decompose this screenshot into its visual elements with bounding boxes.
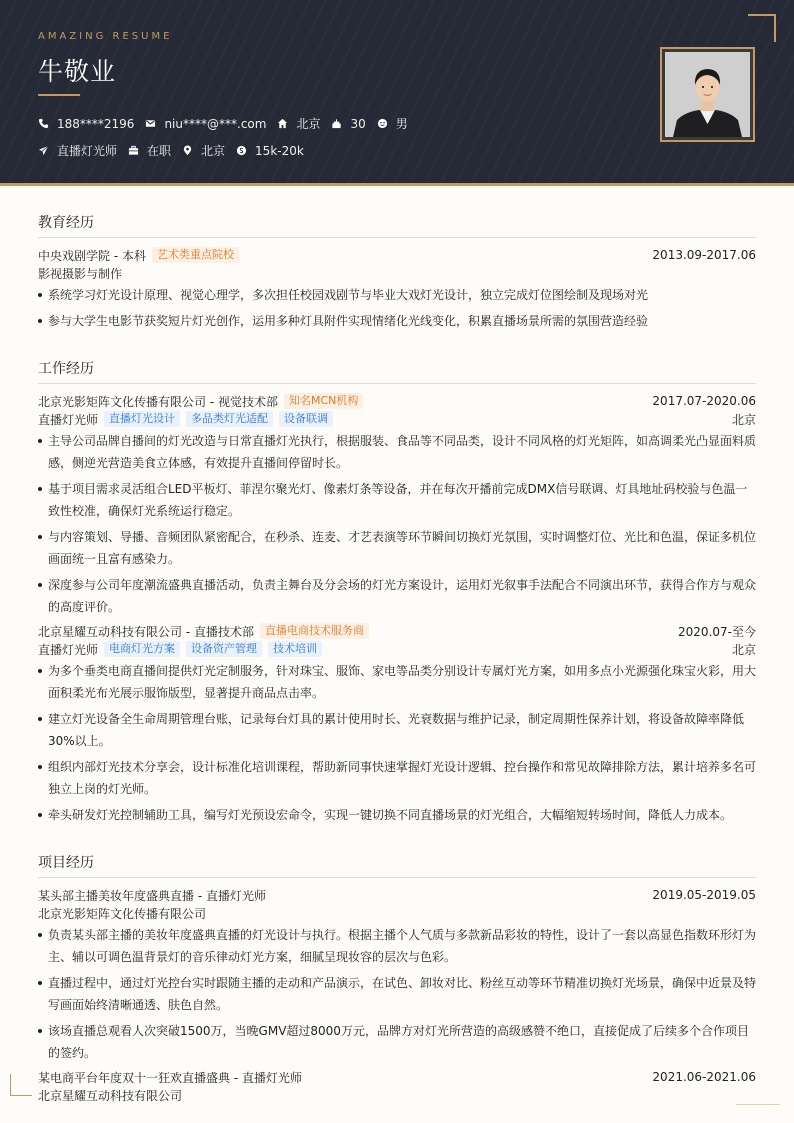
project-date: 2019.05-2019.05 <box>652 888 756 902</box>
project-org-row <box>38 1086 756 1104</box>
list-item: 牵头研发灯光控制辅助工具，编写灯光预设宏命令，实现一键切换不同直播场景的灯光组合，大幅缩短转场时间，降低人力成本。 <box>38 804 756 826</box>
list-item: 主导公司品牌自播间的灯光改造与日常直播灯光执行，根据服装、食品等不同品类，设计不同风格的灯光矩阵，如高调柔光凸显面料质感，侧逆光营造美食立体感，有效提升直播间停留时长。 <box>38 430 756 474</box>
job-bullets <box>38 660 756 826</box>
section-title-education: 教育经历 <box>38 212 756 238</box>
intent-position <box>38 142 117 159</box>
project-name: 某电商平台年度双十一狂欢直播盛典 - 直播灯光师 <box>38 1070 302 1085</box>
project-bullets <box>38 924 756 1064</box>
school-name: 中央戏剧学院 - 本科 <box>38 248 146 263</box>
intent-salary <box>236 144 304 158</box>
project-entry-head <box>38 1068 756 1086</box>
list-item: 与内容策划、导播、音频团队紧密配合，在秒杀、连麦、才艺表演等环节瞬间切换灯光氛围，实时调整灯位、光比和色温，保证多机位画面统一且富有感染力。 <box>38 526 756 570</box>
job-date: 2020.07-至今 <box>678 624 756 639</box>
resume-tagline: AMAZING RESUME <box>38 31 173 42</box>
contact-row <box>38 115 419 132</box>
list-item: 负责某头部主播的美妆年度盛典直播的灯光设计与执行。根据主播个人气质与多款新品彩妆的特性，设计了一套以高显色指数环形灯为主、辅以可调色温背景灯的音乐律动灯光方案，细腻呈现妆容的层次与色彩。 <box>38 924 756 968</box>
section-title-projects: 项目经历 <box>38 852 756 878</box>
position-text: 直播灯光师 <box>57 144 118 158</box>
footer-ornament-line <box>736 1104 780 1105</box>
briefcase-icon <box>128 145 139 156</box>
project-org: 北京光影矩阵文化传播有限公司 <box>38 906 207 921</box>
job-date: 2017.07-2020.06 <box>652 394 756 408</box>
mail-icon <box>145 118 156 129</box>
skill-tag: 多品类灯光适配 <box>186 411 273 427</box>
skill-tag: 直播灯光设计 <box>104 411 180 427</box>
contact-email <box>145 117 266 131</box>
salary-text: 15k-20k <box>255 143 304 158</box>
phone-text: 188****2196 <box>57 116 135 131</box>
company-name: 北京光影矩阵文化传播有限公司 - 视觉技术部 <box>38 394 278 409</box>
list-item: 系统学习灯光设计原理、视觉心理学，多次担任校园戏剧节与毕业大戏灯光设计，独立完成灯位图绘制及现场对光 <box>38 284 756 306</box>
home-icon <box>277 118 288 129</box>
name-underline <box>38 94 80 96</box>
job-city: 北京 <box>731 642 756 657</box>
contact-city <box>277 115 320 132</box>
salary-icon <box>236 145 247 156</box>
gender-icon <box>377 118 388 129</box>
intent-status <box>128 142 171 159</box>
corner-ornament-top-right <box>748 14 776 42</box>
project-date: 2021.06-2021.06 <box>652 1070 756 1084</box>
list-item: 为多个垂类电商直播间提供灯光定制服务，针对珠宝、服饰、家电等品类分别设计专属灯光方案，如用多点小光源强化珠宝火彩，用大面积柔光布光展示服饰版型，显著提升商品点击率。 <box>38 660 756 704</box>
list-item: 参与大学生电影节获奖短片灯光创作，运用多种灯具附件实现情绪化光线变化，积累直播场景所需的氛围营造经验 <box>38 310 756 332</box>
contact-gender <box>377 115 408 132</box>
job-role-row <box>38 410 756 428</box>
education-entry-head <box>38 246 756 264</box>
education-bullets <box>38 284 756 332</box>
contact-phone <box>38 117 134 131</box>
gender-text: 男 <box>395 117 408 131</box>
job-bullets <box>38 430 756 618</box>
education-major-row <box>38 264 756 282</box>
skill-tag: 技术培训 <box>268 641 322 657</box>
corner-ornament-bottom-left <box>10 1074 32 1096</box>
skill-tag: 电商灯光方案 <box>104 641 180 657</box>
job-city: 北京 <box>731 412 756 427</box>
company-tag: 直播电商技术服务商 <box>260 623 369 639</box>
header-gold-divider <box>0 183 794 186</box>
list-item: 直播过程中，通过灯光控台实时跟随主播的走动和产品演示，在试色、卸妆对比、粉丝互动等环节精准切换灯光场景，确保中近景及特写画面始终清晰通透、肤色自然。 <box>38 972 756 1016</box>
cake-icon <box>331 118 342 129</box>
project-entry-head <box>38 886 756 904</box>
company-tag: 知名MCN机构 <box>284 393 363 409</box>
list-item: 建立灯光设备全生命周期管理台账，记录每台灯具的累计使用时长、光衰数据与维护记录，制定周期性保养计划，将设备故障率降低30%以上。 <box>38 708 756 752</box>
job-entry-head <box>38 392 756 410</box>
contact-age <box>331 117 365 131</box>
job-intent-row <box>38 142 315 159</box>
profile-photo-frame <box>660 47 755 142</box>
location-pin-icon <box>182 145 193 156</box>
list-item: 组织内部灯光技术分享会，设计标准化培训课程，帮助新同事快速掌握灯光设计逻辑、控台操作和常见故障排除方法，累计培养多名可独立上岗的灯光师。 <box>38 756 756 800</box>
skill-tag: 设备资产管理 <box>186 641 262 657</box>
job-role: 直播灯光师 <box>38 642 99 657</box>
city-text: 北京 <box>296 117 321 131</box>
email-text: niu****@***.com <box>164 116 267 131</box>
age-text: 30 <box>350 116 366 131</box>
profile-photo <box>665 52 750 137</box>
intent-city-text: 北京 <box>201 144 226 158</box>
candidate-name: 牛敬业 <box>38 57 117 86</box>
list-item: 深度参与公司年度潮流盛典直播活动，负责主舞台及分会场的灯光方案设计，运用灯光叙事手法配合不同演出环节，获得合作方与观众的高度评价。 <box>38 574 756 618</box>
company-name: 北京星耀互动科技有限公司 - 直播技术部 <box>38 624 254 639</box>
send-icon <box>38 145 49 156</box>
major: 影视摄影与制作 <box>38 266 123 281</box>
phone-icon <box>38 118 49 129</box>
project-org: 北京星耀互动科技有限公司 <box>38 1088 183 1103</box>
list-item: 该场直播总观看人次突破1500万，当晚GMV超过8000万元，品牌方对灯光所营造的高级感赞不绝口，直接促成了后续多个合作项目的签约。 <box>38 1020 756 1064</box>
project-org-row <box>38 904 756 922</box>
job-role: 直播灯光师 <box>38 412 99 427</box>
section-title-work: 工作经历 <box>38 358 756 384</box>
job-entry-head <box>38 622 756 640</box>
intent-city <box>182 142 225 159</box>
skill-tag: 设备联调 <box>279 411 333 427</box>
job-role-row <box>38 640 756 658</box>
education-date: 2013.09-2017.06 <box>652 248 756 262</box>
project-name: 某头部主播美妆年度盛典直播 - 直播灯光师 <box>38 888 266 903</box>
status-text: 在职 <box>147 144 172 158</box>
list-item: 基于项目需求灵活组合LED平板灯、菲涅尔聚光灯、像素灯条等设备，并在每次开播前完成DMX信号联调、灯具地址码校验与色温一致性校准，确保灯光系统运行稳定。 <box>38 478 756 522</box>
school-tag: 艺术类重点院校 <box>152 247 239 263</box>
resume-body <box>38 206 756 1104</box>
